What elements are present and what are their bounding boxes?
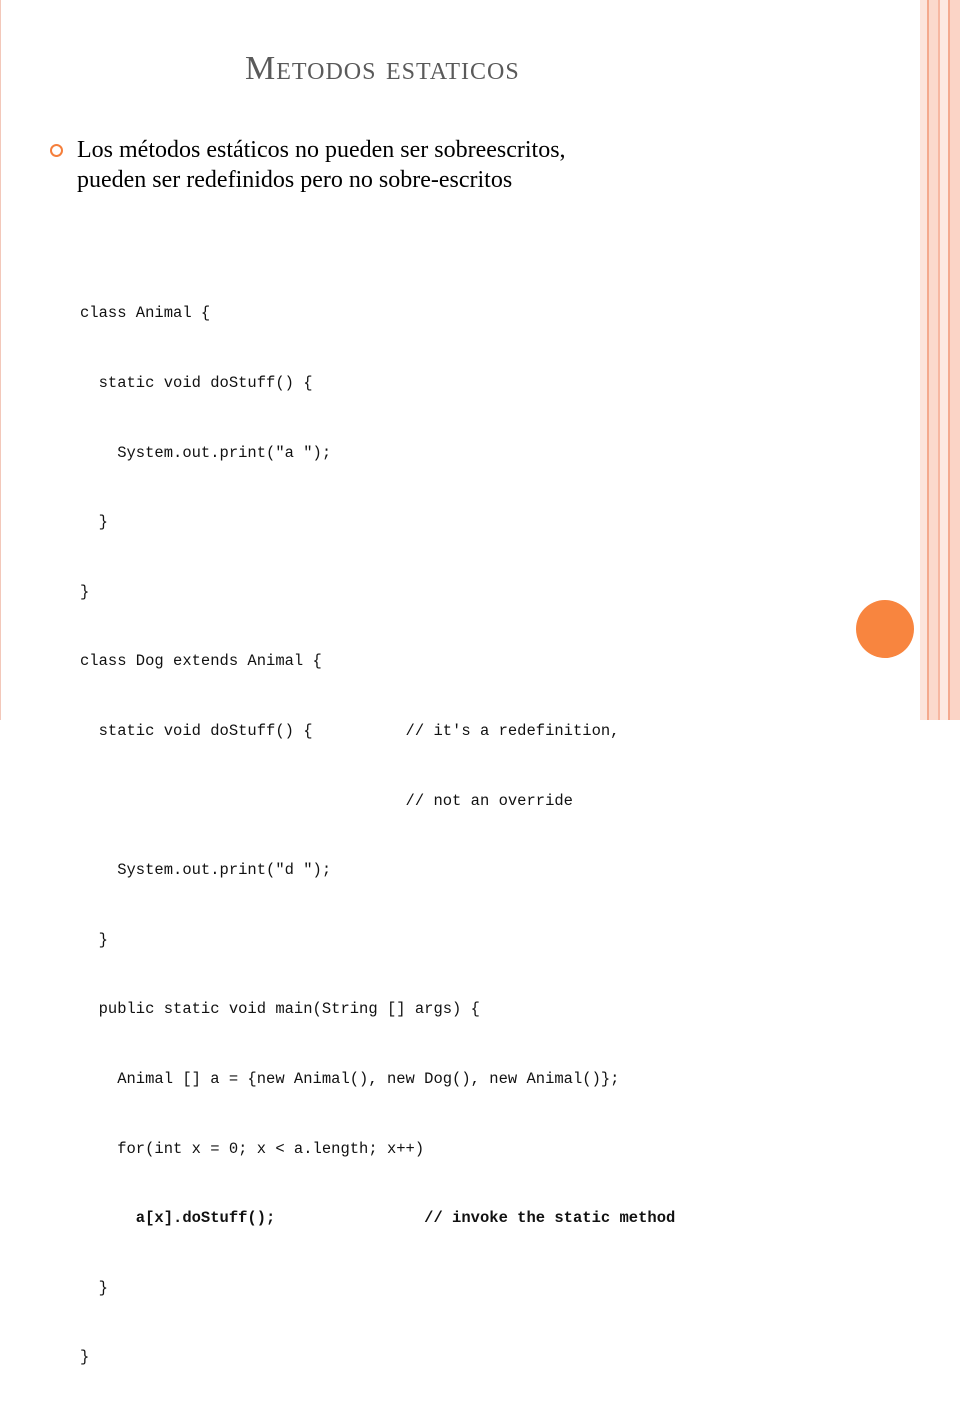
code-line: System.out.print("d "); bbox=[80, 861, 332, 880]
code-line: public static void main(String [] args) { bbox=[80, 1000, 480, 1019]
slide-title: Metodos estaticos bbox=[245, 50, 520, 87]
code-line: System.out.print("a "); bbox=[80, 443, 332, 462]
code-line: } bbox=[80, 582, 90, 601]
code-line: } bbox=[80, 930, 108, 949]
code-line: class Dog extends Animal { bbox=[80, 652, 322, 671]
code-line: static void doStuff() { bbox=[80, 374, 313, 392]
code-line: // not an override bbox=[80, 791, 573, 810]
code-block bbox=[80, 256, 840, 1416]
bullet-text bbox=[77, 135, 877, 195]
code-line: for(int x = 0; x < a.length; x++) bbox=[80, 1139, 425, 1158]
decorative-orange-circle bbox=[856, 600, 914, 658]
code-line: } bbox=[80, 1278, 108, 1297]
bullet-line-1: Los métodos estáticos no pueden ser sobreescritos, bbox=[77, 137, 566, 163]
code-line: static void doStuff() { // it's a redefinition, bbox=[80, 721, 620, 740]
code-line: class Animal { bbox=[80, 304, 211, 323]
decorative-stripes bbox=[920, 0, 960, 720]
bullet-circle-icon bbox=[50, 144, 63, 157]
code-line: a[x].doStuff(); // invoke the static method bbox=[80, 1209, 676, 1228]
code-line: } bbox=[80, 1348, 90, 1367]
code-line: } bbox=[80, 513, 108, 532]
bullet-line-2: pueden ser redefinidos pero no sobre-escritos bbox=[77, 167, 513, 193]
code-line: Animal [] a = {new Animal(), new Dog(), new Animal()}; bbox=[80, 1069, 620, 1088]
